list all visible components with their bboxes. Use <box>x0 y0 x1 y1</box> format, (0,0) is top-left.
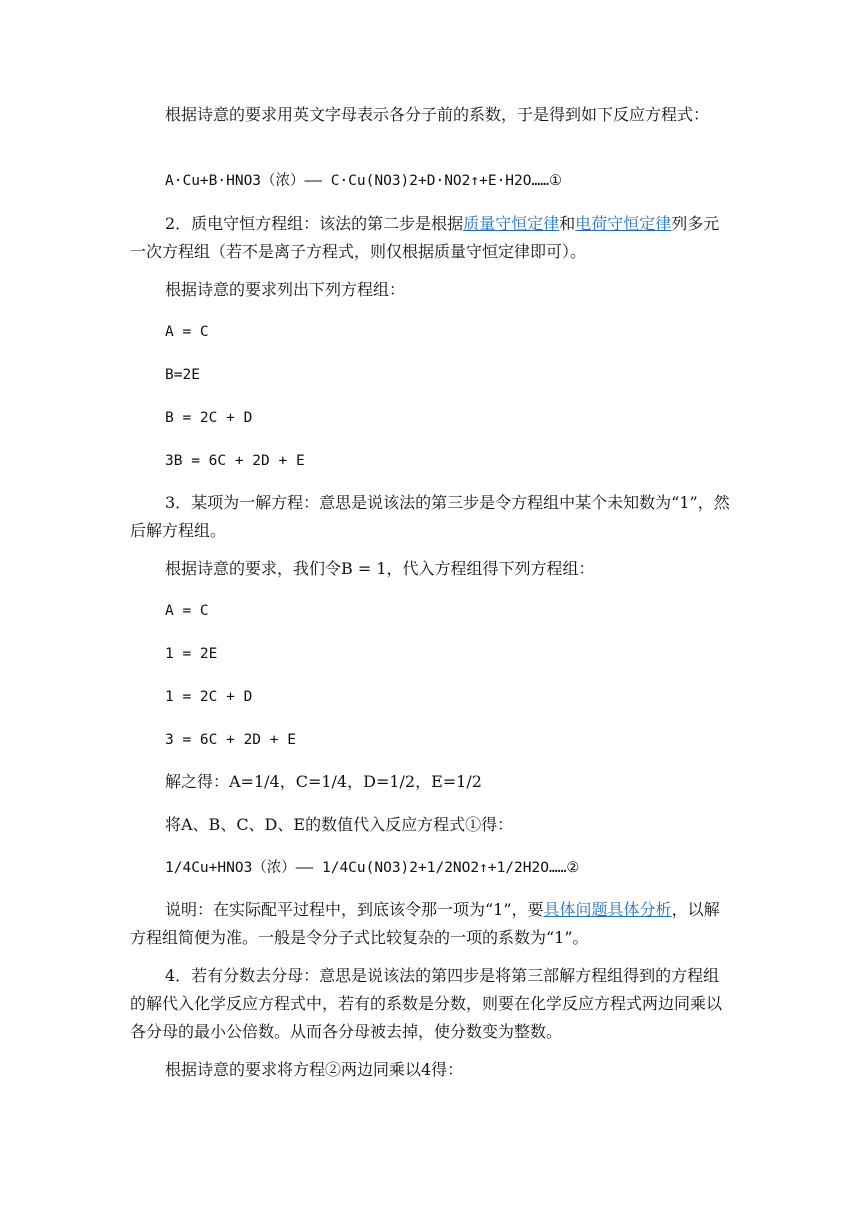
step-2-paragraph <box>130 210 730 266</box>
system-1-line-2: B=2E <box>165 367 200 383</box>
case-analysis-link[interactable]: 具体问题具体分析 <box>543 900 672 919</box>
system-2-line-2: 1 = 2E <box>165 646 218 662</box>
solution-line: 解之得：A=1/4，C=1/4，D=1/2，E=1/2 <box>165 772 482 791</box>
step-4-paragraph: 4．若有分数去分母：意思是说该法的第四步是将第三部解方程组得到的方程组的解代入化学反应方程式中，若有的系数是分数，则要在化学反应方程式两边同乘以各分母的最小公倍数。从而各分母被去掉，使分数变为整数。 <box>130 966 723 1041</box>
intro-paragraph: 根据诗意的要求用英文字母表示各分子前的系数，于是得到如下反应方程式： <box>165 105 710 124</box>
system-1-line-1: A = C <box>165 324 209 340</box>
mass-conservation-link[interactable]: 质量守恒定律 <box>463 214 560 233</box>
note-text-a: 说明：在实际配平过程中，到底该令那一项为“1”，要 <box>165 900 544 919</box>
step-2-text-a: 2．质电守恒方程组：该法的第二步是根据 <box>165 214 464 233</box>
step-2-text-c: 列多元一次方程组（若不是离子方程式，则仅根据质量守恒定律即可）。 <box>130 214 720 261</box>
step-2-text-b: 和 <box>559 214 576 233</box>
reaction-equation-1: A·Cu+B·HNO3（浓）—— C·Cu(NO3)2+D·NO2↑+E·H2O……① <box>165 173 562 189</box>
note-paragraph <box>130 896 730 952</box>
system-1-line-3: B = 2C + D <box>165 410 253 426</box>
system-2-line-1: A = C <box>165 603 209 619</box>
substitute-values-line: 将A、B、C、D、E的数值代入反应方程式①得： <box>165 815 514 834</box>
system-1-line-4: 3B = 6C + 2D + E <box>165 453 305 469</box>
step-3-paragraph: 3．某项为一解方程：意思是说该法的第三步是令方程组中某个未知数为“1”，然后解方程组。 <box>130 493 730 540</box>
list-equations-intro: 根据诗意的要求列出下列方程组： <box>165 280 406 299</box>
substitute-intro: 根据诗意的要求，我们令B = 1，代入方程组得下列方程组： <box>165 559 595 578</box>
system-2-line-3: 1 = 2C + D <box>165 689 253 705</box>
note-text-b: ，以解方程组简便为准。一般是令分子式比较复杂的一项的系数为“1”。 <box>130 900 720 947</box>
reaction-equation-2: 1/4Cu+HNO3（浓）—— 1/4Cu(NO3)2+1/2NO2↑+1/2H2O……② <box>165 860 580 876</box>
multiply-intro: 根据诗意的要求将方程②两边同乘以4得： <box>165 1060 464 1079</box>
charge-conservation-link[interactable]: 电荷守恒定律 <box>575 214 672 233</box>
system-2-line-4: 3 = 6C + 2D + E <box>165 732 296 748</box>
